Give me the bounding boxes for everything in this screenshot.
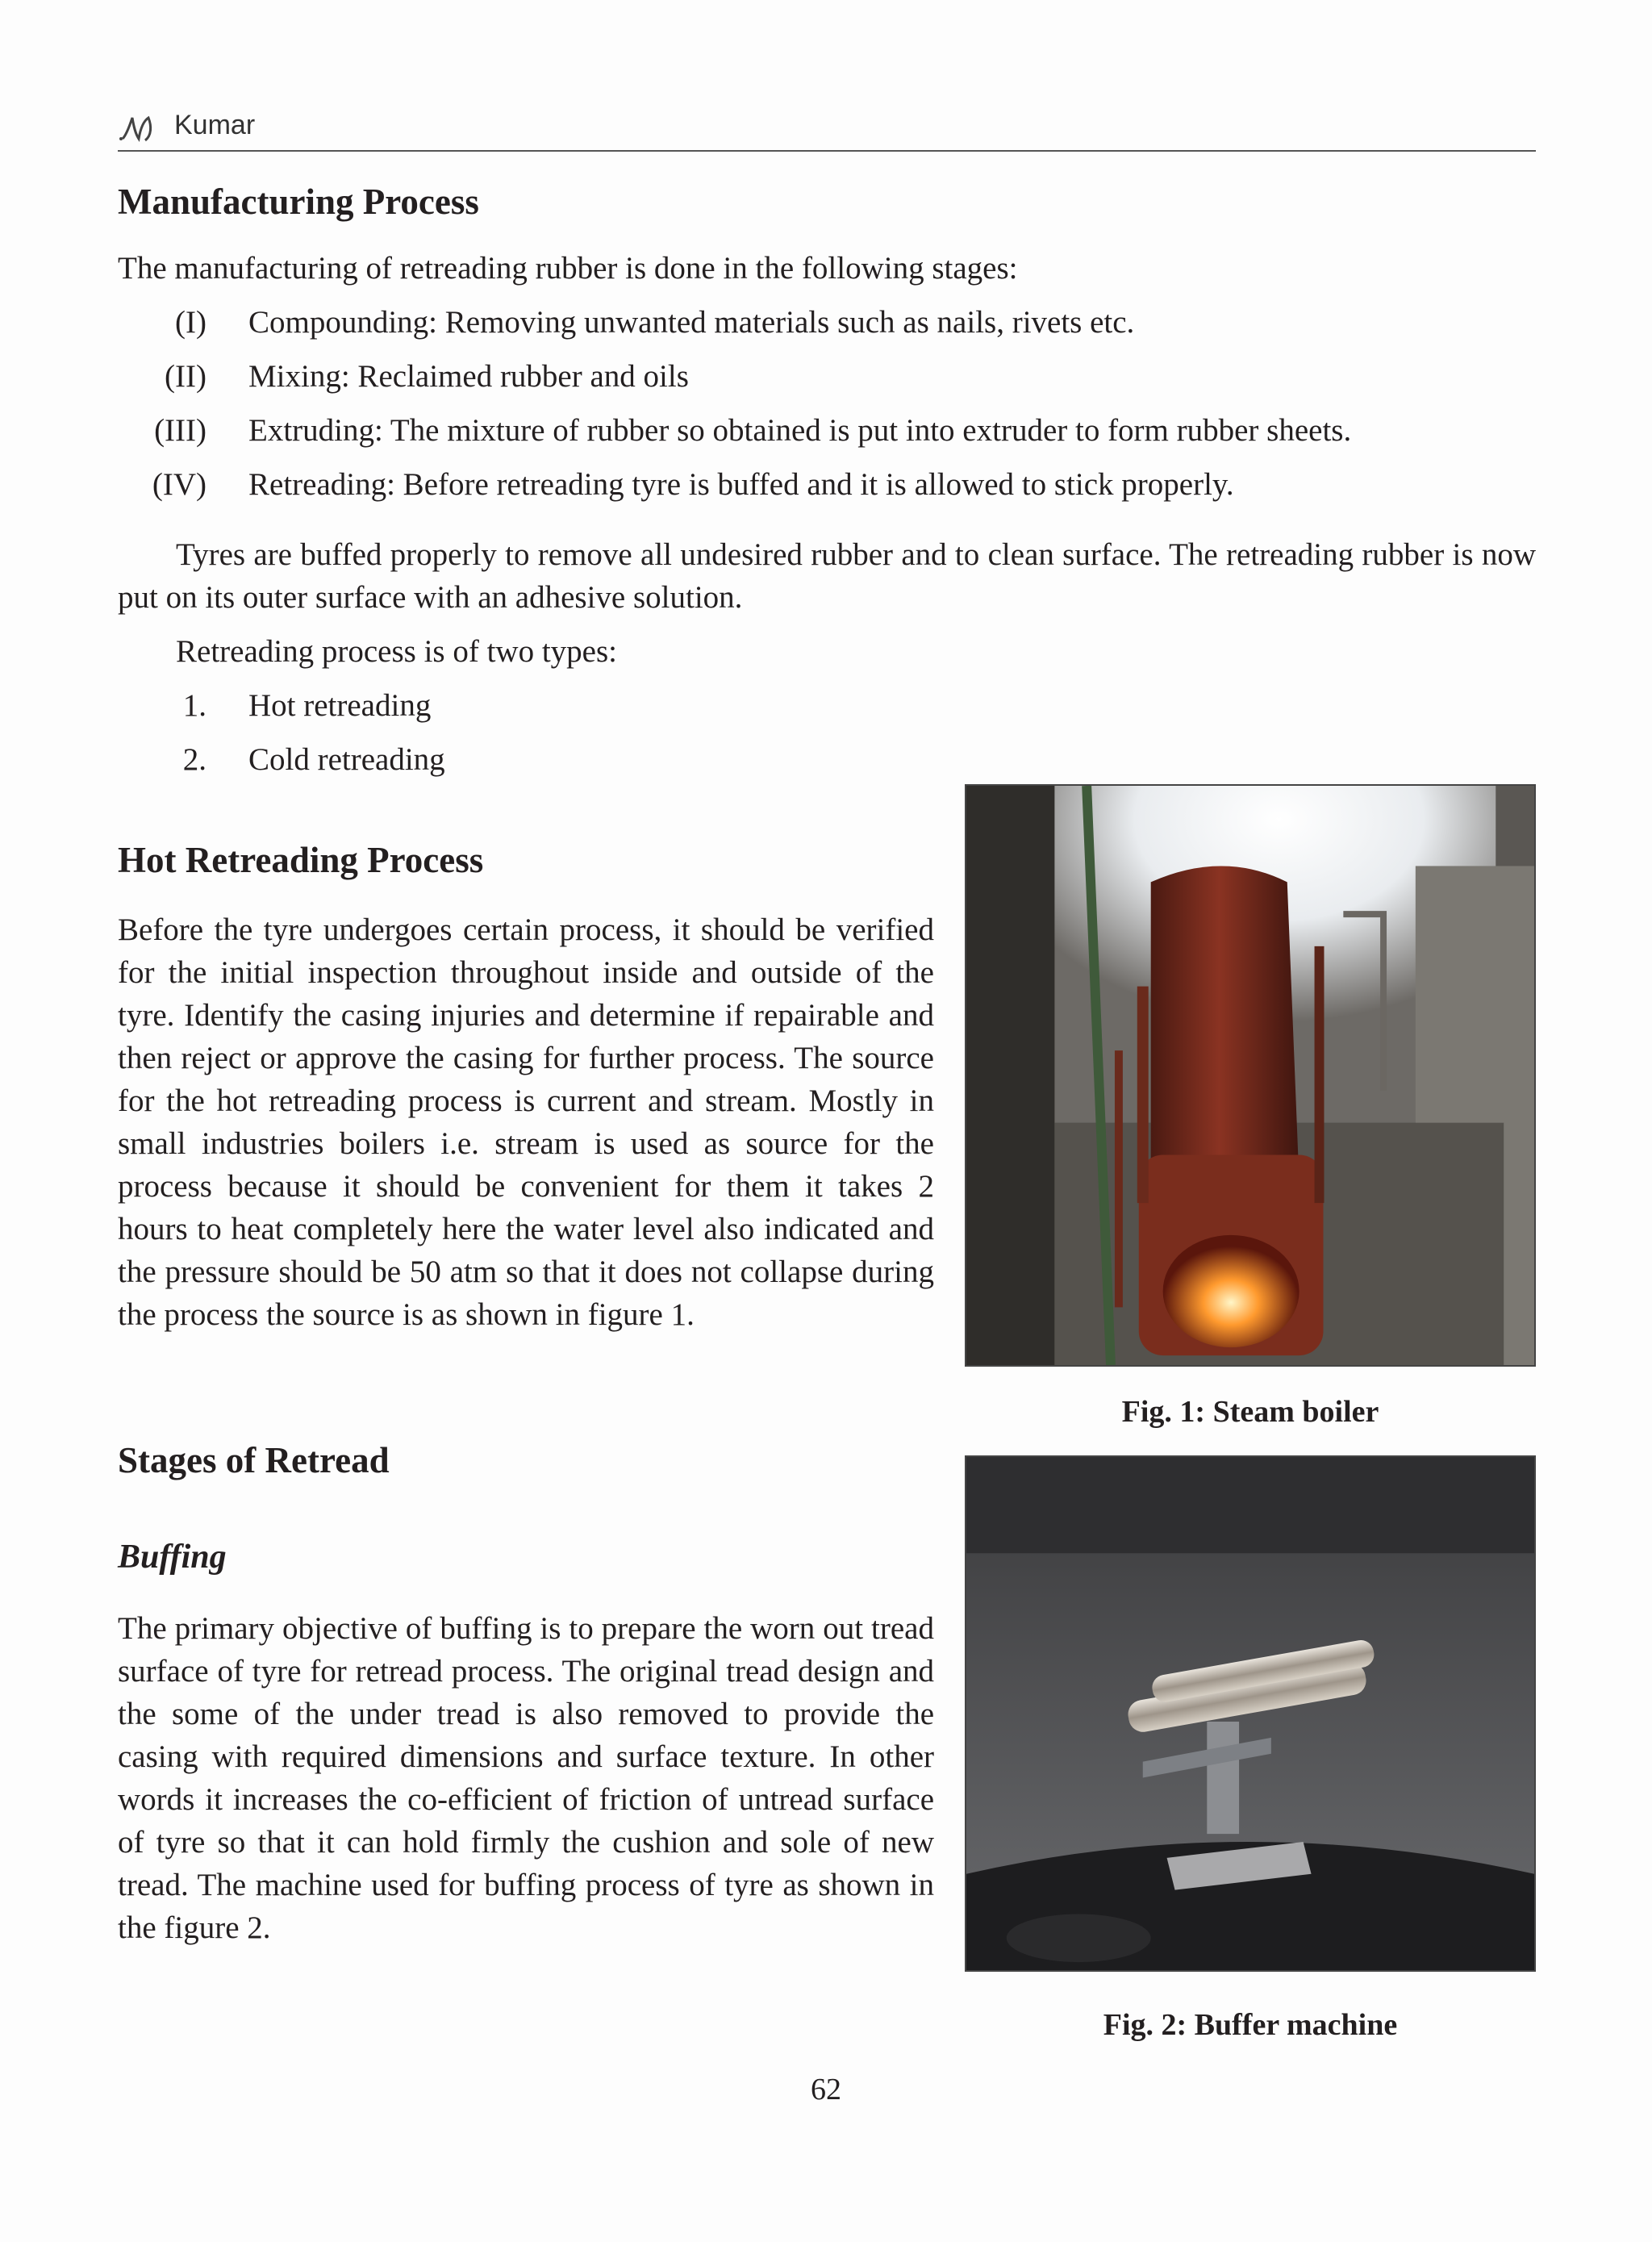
buffing-summary-paragraph: Tyres are buffed properly to remove all undesired rubber and to clean surface. The retreading rubber is now put on its outer surface with an adhesive solution. (118, 537, 1536, 615)
manufacturing-intro: The manufacturing of retreading rubber is done in the following stages: (118, 251, 1018, 286)
section-heading-manufacturing: Manufacturing Process (118, 182, 479, 222)
page-number: 62 (811, 2073, 841, 2106)
stage-list (118, 301, 1536, 517)
section-heading-hot-retreading: Hot Retreading Process (118, 840, 484, 880)
list-item-text: Extruding: The mixture of rubber so obtained is put into extruder to form rubber sheets. (248, 413, 1352, 448)
list-item-text: Retreading: Before retreading tyre is buffed and it is allowed to stick properly. (248, 467, 1234, 502)
list-item (118, 738, 924, 792)
figure-2-caption: Fig. 2: Buffer machine (1103, 2008, 1398, 2042)
header-author: Kumar (174, 110, 256, 140)
list-item-number: (II) (165, 359, 206, 394)
types-intro: Retreading process is of two types: (176, 634, 617, 669)
subheading-buffing: Buffing (118, 1539, 227, 1576)
figure-steam-boiler (965, 784, 1536, 1367)
list-item-text: Compounding: Removing unwanted materials such as nails, rivets etc. (248, 305, 1135, 340)
retreading-types-list (118, 684, 924, 792)
list-item (118, 684, 924, 738)
list-item-number: (I) (175, 305, 206, 340)
hot-retreading-paragraph: Before the tyre undergoes certain process, it should be verified for the initial inspection throughout inside and outside of the tyre. Identify the casing injuries and determine if repairable and then reject or approve the casing for further process. The source for the hot retreading process is current and stream. Mostly in small industries boilers i.e. stream is used as source for the process because it should be convenient for them it takes 2 hours to heat completely here the water level also indicated and the pressure should be 50 atm so that it does not collapse during the process the source is as shown in figure 1. (118, 912, 934, 1332)
list-item-number: 2. (182, 742, 206, 777)
list-item-number: (IV) (152, 467, 206, 502)
list-item-text: Cold retreading (248, 742, 445, 777)
section-heading-stages: Stages of Retread (118, 1440, 390, 1480)
list-item-number: 1. (182, 688, 206, 723)
figure-1-caption: Fig. 1: Steam boiler (1121, 1395, 1379, 1429)
list-item-text: Mixing: Reclaimed rubber and oils (248, 359, 689, 394)
running-header (118, 105, 1536, 152)
list-item-number: (III) (154, 413, 206, 448)
list-item (118, 463, 1536, 517)
list-item (118, 301, 1536, 355)
list-item (118, 409, 1536, 463)
buffing-paragraph: The primary objective of buffing is to prepare the worn out tread surface of tyre for retread process. The original tread design and the some of the under tread is also removed to provide the casing with required dimensions and surface texture. In other words it increases the co-efficient of friction of untread surface of tyre so that it can hold firmly the cushion and sole of new tread. The machine used for buffing process of tyre as shown in the figure 2. (118, 1611, 934, 1945)
steam-boiler-image (966, 786, 1534, 1365)
figure-buffer-machine (965, 1455, 1536, 1972)
list-item (118, 355, 1536, 409)
list-item-text: Hot retreading (248, 688, 432, 723)
publisher-logo-icon (118, 111, 166, 144)
buffer-machine-image (966, 1457, 1534, 1970)
